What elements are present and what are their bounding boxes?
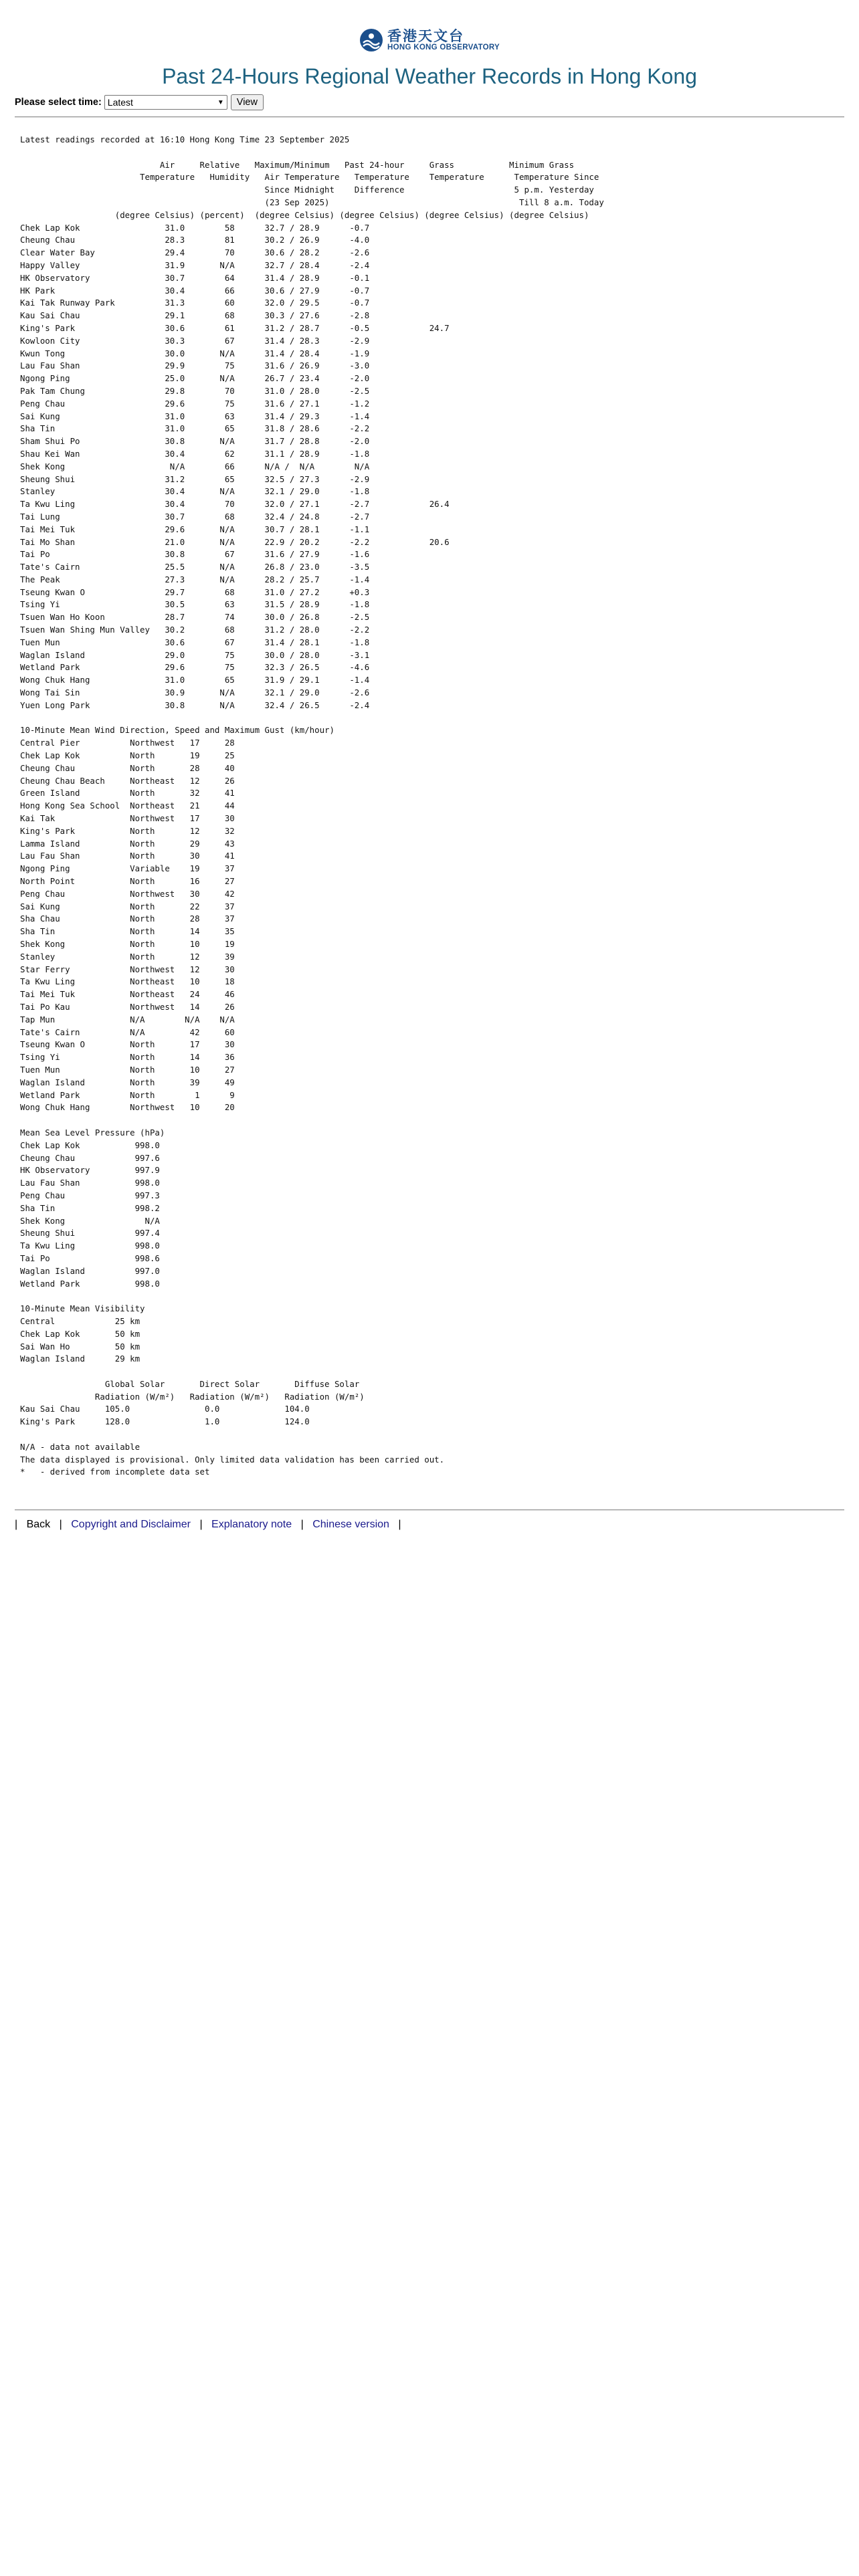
page-title: Past 24-Hours Regional Weather Records in Hong Kong — [162, 64, 697, 88]
pressure-row: Wetland Park 998.0 — [20, 1278, 160, 1289]
wind-section-title: 10-Minute Mean Wind Direction, Speed and Maximum Gust (km/hour) — [20, 725, 335, 736]
wind-row: Tai Po Kau Northwest 14 26 — [20, 1001, 235, 1012]
wind-row: Star Ferry Northwest 12 30 — [20, 964, 235, 974]
temperature-row: Clear Water Bay 29.4 70 30.6 / 28.2 -2.6 — [20, 247, 370, 258]
solar-table-header: Radiation (W/m²) Radiation (W/m²) Radiation (W/m²) — [20, 1391, 365, 1402]
logo-english-text: HONG KONG OBSERVATORY — [387, 43, 500, 51]
hko-emblem-icon — [359, 28, 383, 52]
temperature-row: Waglan Island 29.0 75 30.0 / 28.0 -3.1 — [20, 649, 370, 660]
pressure-row: Cheung Chau 997.6 — [20, 1152, 160, 1163]
wind-row: Tseung Kwan O North 17 30 — [20, 1039, 235, 1050]
pressure-row: HK Observatory 997.9 — [20, 1165, 160, 1176]
temperature-row: Sha Tin 31.0 65 31.8 / 28.6 -2.2 — [20, 423, 370, 434]
pressure-row: Peng Chau 997.3 — [20, 1190, 160, 1200]
temperature-row: Tuen Mun 30.6 67 31.4 / 28.1 -1.8 — [20, 637, 370, 647]
weather-report — [20, 134, 859, 1479]
wind-row: Cheung Chau North 28 40 — [20, 762, 235, 773]
temperature-row: Stanley 30.4 N/A 32.1 / 29.0 -1.8 — [20, 486, 370, 497]
temperature-row: Peng Chau 29.6 75 31.6 / 27.1 -1.2 — [20, 398, 370, 409]
temperature-table-header: (23 Sep 2025) Till 8 a.m. Today — [20, 197, 604, 207]
wind-row: Sai Kung North 22 37 — [20, 901, 235, 911]
wind-row: Stanley North 12 39 — [20, 951, 235, 962]
wind-row: Chek Lap Kok North 19 25 — [20, 750, 235, 761]
temperature-row: Wetland Park 29.6 75 32.3 / 26.5 -4.6 — [20, 662, 370, 673]
solar-table-header: Global Solar Direct Solar Diffuse Solar — [20, 1378, 360, 1389]
chevron-down-icon: ▼ — [217, 98, 224, 106]
footer-separator: | — [15, 1519, 18, 1531]
temperature-row: Ngong Ping 25.0 N/A 26.7 / 23.4 -2.0 — [20, 373, 370, 384]
temperature-row: Pak Tam Chung 29.8 70 31.0 / 28.0 -2.5 — [20, 385, 370, 396]
pressure-row: Tai Po 998.6 — [20, 1253, 160, 1263]
wind-row: Central Pier Northwest 17 28 — [20, 738, 235, 748]
solar-row: King's Park 128.0 1.0 124.0 — [20, 1416, 310, 1427]
wind-row: Tuen Mun North 10 27 — [20, 1064, 235, 1075]
pressure-row: Shek Kong N/A — [20, 1215, 160, 1226]
temperature-row: HK Park 30.4 66 30.6 / 27.9 -0.7 — [20, 285, 370, 296]
wind-row: Lamma Island North 29 43 — [20, 838, 235, 849]
temperature-row: Sheung Shui 31.2 65 32.5 / 27.3 -2.9 — [20, 473, 370, 484]
wind-row: Lau Fau Shan North 30 41 — [20, 851, 235, 861]
wind-row: Wong Chuk Hang Northwest 10 20 — [20, 1102, 235, 1113]
visibility-row: Chek Lap Kok 50 km — [20, 1328, 140, 1339]
wind-row: Tate's Cairn N/A 42 60 — [20, 1027, 235, 1037]
temperature-row: Tai Po 30.8 67 31.6 / 27.9 -1.6 — [20, 549, 370, 560]
temperature-row: Tate's Cairn 25.5 N/A 26.8 / 23.0 -3.5 — [20, 562, 370, 572]
explanatory-note-link[interactable]: Explanatory note — [211, 1519, 292, 1531]
copyright-disclaimer-link[interactable]: Copyright and Disclaimer — [71, 1519, 191, 1531]
wind-row: Cheung Chau Beach Northeast 12 26 — [20, 775, 235, 786]
pressure-row: Ta Kwu Ling 998.0 — [20, 1241, 160, 1251]
temperature-row: Lau Fau Shan 29.9 75 31.6 / 26.9 -3.0 — [20, 360, 370, 371]
solar-row: Kau Sai Chau 105.0 0.0 104.0 — [20, 1404, 310, 1414]
chinese-version-link[interactable]: Chinese version — [312, 1519, 389, 1531]
time-select-dropdown[interactable] — [104, 95, 227, 110]
pressure-row: Sheung Shui 997.4 — [20, 1228, 160, 1239]
time-select-label: Please select time: — [15, 97, 102, 108]
temperature-row: Yuen Long Park 30.8 N/A 32.4 / 26.5 -2.4 — [20, 700, 370, 710]
footer-separator: | — [59, 1519, 62, 1531]
wind-row: Tap Mun N/A N/A N/A — [20, 1014, 235, 1025]
footnote: The data displayed is provisional. Only limited data validation has been carried out. — [20, 1454, 445, 1465]
visibility-row: Sai Wan Ho 50 km — [20, 1341, 140, 1352]
visibility-row: Waglan Island 29 km — [20, 1354, 140, 1364]
temperature-row: Sai Kung 31.0 63 31.4 / 29.3 -1.4 — [20, 411, 370, 421]
temperature-row: Shek Kong N/A 66 N/A / N/A N/A — [20, 461, 370, 471]
temperature-row: Kowloon City 30.3 67 31.4 / 28.3 -2.9 — [20, 335, 370, 346]
temperature-row: King's Park 30.6 61 31.2 / 28.7 -0.5 24.7 — [20, 322, 450, 333]
visibility-section-title: 10-Minute Mean Visibility — [20, 1303, 145, 1314]
temperature-row: Cheung Chau 28.3 81 30.2 / 26.9 -4.0 — [20, 235, 370, 245]
pressure-row: Chek Lap Kok 998.0 — [20, 1140, 160, 1150]
pressure-row: Lau Fau Shan 998.0 — [20, 1178, 160, 1188]
footnote: N/A - data not available — [20, 1441, 140, 1452]
wind-row: North Point North 16 27 — [20, 876, 235, 887]
top-divider — [15, 116, 844, 118]
footnote: * - derived from incomplete data set — [20, 1467, 210, 1477]
temperature-row: Wong Chuk Hang 31.0 65 31.9 / 29.1 -1.4 — [20, 675, 370, 685]
wind-row: Hong Kong Sea School Northeast 21 44 — [20, 800, 235, 811]
temperature-row: Kwun Tong 30.0 N/A 31.4 / 28.4 -1.9 — [20, 348, 370, 358]
wind-row: Tsing Yi North 14 36 — [20, 1052, 235, 1063]
temperature-row: HK Observatory 30.7 64 31.4 / 28.9 -0.1 — [20, 272, 370, 283]
pressure-row: Sha Tin 998.2 — [20, 1202, 160, 1213]
wind-row: Tai Mei Tuk Northeast 24 46 — [20, 989, 235, 1000]
temperature-row: Shau Kei Wan 30.4 62 31.1 / 28.9 -1.8 — [20, 448, 370, 459]
temperature-row: Wong Tai Sin 30.9 N/A 32.1 / 29.0 -2.6 — [20, 687, 370, 698]
temperature-row: Tsing Yi 30.5 63 31.5 / 28.9 -1.8 — [20, 599, 370, 610]
temperature-table-header: (degree Celsius) (percent) (degree Celsius) (degree Celsius) (degree Celsius) (degree Celsius) — [20, 209, 589, 220]
footer-separator: | — [300, 1519, 304, 1531]
temperature-row: Sham Shui Po 30.8 N/A 31.7 / 28.8 -2.0 — [20, 436, 370, 447]
hko-logo[interactable] — [359, 28, 500, 52]
time-select-value: Latest — [107, 97, 133, 108]
site-header — [0, 0, 859, 52]
temperature-row: Chek Lap Kok 31.0 58 32.7 / 28.9 -0.7 — [20, 222, 370, 233]
temperature-row: Tai Lung 30.7 68 32.4 / 24.8 -2.7 — [20, 511, 370, 522]
visibility-row: Central 25 km — [20, 1315, 140, 1326]
temperature-row: Ta Kwu Ling 30.4 70 32.0 / 27.1 -2.7 26.4 — [20, 499, 450, 510]
temperature-table-header: Since Midnight Difference 5 p.m. Yesterday — [20, 185, 594, 195]
temperature-row: Kau Sai Chau 29.1 68 30.3 / 27.6 -2.8 — [20, 310, 370, 321]
wind-row: Wetland Park North 1 9 — [20, 1089, 235, 1100]
temperature-table-header: Temperature Humidity Air Temperature Temperature Temperature Temperature Since — [20, 172, 599, 183]
temperature-row: Happy Valley 31.9 N/A 32.7 / 28.4 -2.4 — [20, 259, 370, 270]
footer-separator: | — [199, 1519, 203, 1531]
temperature-row: The Peak 27.3 N/A 28.2 / 25.7 -1.4 — [20, 574, 370, 584]
temperature-table-header: Air Relative Maximum/Minimum Past 24-hour Grass Minimum Grass — [20, 159, 575, 170]
temperature-row: Kai Tak Runway Park 31.3 60 32.0 / 29.5 -0.7 — [20, 298, 370, 308]
wind-row: Ngong Ping Variable 19 37 — [20, 863, 235, 874]
latest-reading-time: Latest readings recorded at 16:10 Hong Kong Time 23 September 2025 — [20, 134, 350, 144]
logo-chinese-text: 香港天文台 — [387, 27, 465, 44]
pressure-section-title: Mean Sea Level Pressure (hPa) — [20, 1127, 165, 1138]
back-link[interactable]: Back — [26, 1519, 51, 1531]
pressure-row: Waglan Island 997.0 — [20, 1265, 160, 1276]
footer-nav — [15, 1519, 859, 1531]
temperature-row: Tseung Kwan O 29.7 68 31.0 / 27.2 +0.3 — [20, 586, 370, 597]
wind-row: Sha Tin North 14 35 — [20, 926, 235, 937]
wind-row: Ta Kwu Ling Northeast 10 18 — [20, 976, 235, 987]
temperature-row: Tai Mei Tuk 29.6 N/A 30.7 / 28.1 -1.1 — [20, 524, 370, 534]
wind-row: Shek Kong North 10 19 — [20, 939, 235, 949]
footer-divider — [15, 1509, 844, 1511]
wind-row: Waglan Island North 39 49 — [20, 1077, 235, 1087]
temperature-row: Tai Mo Shan 21.0 N/A 22.9 / 20.2 -2.2 20.6 — [20, 536, 450, 547]
wind-row: Sha Chau North 28 37 — [20, 914, 235, 924]
temperature-row: Tsuen Wan Ho Koon 28.7 74 30.0 / 26.8 -2.5 — [20, 612, 370, 623]
view-button[interactable]: View — [231, 94, 264, 110]
wind-row: Peng Chau Northwest 30 42 — [20, 888, 235, 899]
wind-row: Kai Tak Northwest 17 30 — [20, 813, 235, 824]
wind-row: King's Park North 12 32 — [20, 825, 235, 836]
time-selector — [15, 94, 859, 110]
temperature-row: Tsuen Wan Shing Mun Valley 30.2 68 31.2 / 28.0 -2.2 — [20, 625, 370, 635]
footer-separator: | — [398, 1519, 401, 1531]
wind-row: Green Island North 32 41 — [20, 788, 235, 798]
